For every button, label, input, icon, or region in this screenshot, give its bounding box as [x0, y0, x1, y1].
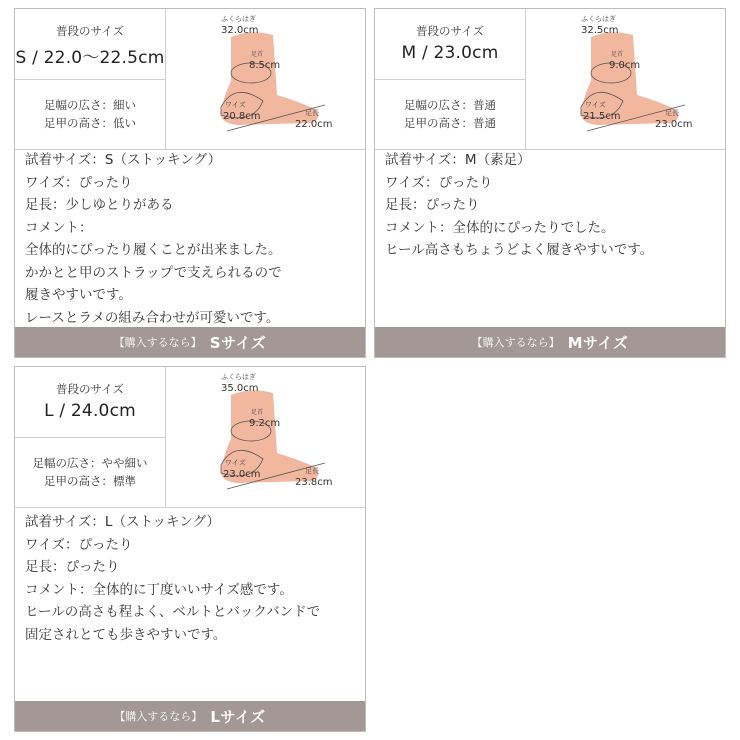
comment-line: 試着サイズ：M（素足） [385, 152, 531, 168]
comment-line: コメント：全体的にぴったりでした。 [385, 219, 615, 236]
size-card-m [374, 8, 726, 358]
foot-illustration [525, 9, 725, 149]
card-header [15, 367, 365, 508]
comment-line: 足長：ぴったり [25, 559, 120, 575]
foot-diagram [165, 367, 365, 507]
comment-line: コメント：全体的に丁度いいサイズ感です。 [25, 581, 293, 598]
usual-size-value: M / 23.0cm [401, 43, 499, 63]
fit-info [15, 437, 165, 507]
calf-value: 32.0cm [221, 25, 259, 36]
length-label: 足長 [305, 467, 319, 475]
instep-height-label: 足甲の高さ：低い [44, 116, 136, 130]
buy-s-size-button[interactable] [15, 327, 365, 357]
usual-size-value: L / 24.0cm [44, 401, 136, 421]
ankle-label: 足首 [251, 51, 264, 58]
buy-m-size-button[interactable] [375, 327, 725, 357]
comment-line: 足長：少しゆとりがある [25, 197, 174, 213]
wise-label: ワイズ [225, 101, 246, 109]
ankle-value: 9.2cm [249, 418, 281, 429]
usual-size-value: S / 22.0〜22.5cm [15, 48, 165, 68]
comment-line: 試着サイズ：L（ストッキング） [25, 514, 221, 530]
ankle-label: 足首 [611, 51, 624, 58]
ankle-value: 8.5cm [249, 60, 281, 71]
comment-line: コメント： [25, 219, 93, 236]
usual-size-box [15, 9, 165, 80]
size-card-l [14, 366, 366, 732]
comment-line: レースとラメの組み合わせが可愛いです。 [25, 309, 280, 326]
length-label: 足長 [305, 109, 319, 117]
foot-illustration [165, 9, 365, 149]
buy-l-size-button[interactable] [15, 701, 365, 731]
foot-illustration [165, 367, 365, 507]
card-header [15, 9, 365, 150]
usual-size-box [15, 367, 165, 438]
ankle-label: 足首 [251, 409, 264, 416]
usual-size-box [375, 9, 525, 80]
comment-block [385, 149, 653, 262]
instep-height-label: 足甲の高さ：普通 [404, 116, 496, 130]
comment-line: 足長：ぴったり [385, 197, 480, 213]
wise-value: 23.0cm [223, 469, 261, 480]
ankle-value: 9.0cm [609, 60, 641, 71]
length-value: 23.0cm [655, 119, 693, 130]
buy-size-label: Lサイズ [210, 707, 266, 726]
wise-label: ワイズ [585, 101, 606, 109]
length-value: 23.8cm [295, 477, 333, 488]
length-label: 足長 [665, 109, 679, 117]
comment-line: 固定されとても歩きやすいです。 [25, 626, 227, 643]
size-info [375, 9, 526, 149]
fit-info [375, 79, 525, 149]
comment-line: ワイズ：ぴったり [385, 174, 493, 191]
buy-size-label: Mサイズ [567, 333, 629, 352]
buy-prefix: 【購入するなら】 [114, 710, 203, 723]
wise-value: 20.8cm [223, 111, 261, 122]
wise-value: 21.5cm [583, 111, 621, 122]
foot-width-label: 足幅の広さ：やや細い [32, 456, 148, 470]
calf-value: 32.5cm [581, 25, 619, 36]
foot-diagram [525, 9, 725, 149]
comment-line: 試着サイズ：S（ストッキング） [25, 152, 222, 168]
size-info [15, 9, 166, 149]
card-header [375, 9, 725, 150]
comment-line: ワイズ：ぴったり [25, 174, 133, 191]
buy-prefix: 【購入するなら】 [113, 336, 202, 349]
comment-line: ヒール高さもちょうどよく履きやすいです。 [385, 242, 654, 258]
size-card-s [14, 8, 366, 358]
instep-height-label: 足甲の高さ：標準 [44, 474, 136, 488]
buy-size-label: Sサイズ [209, 333, 267, 352]
calf-label: ふくらはぎ [581, 15, 616, 23]
calf-value: 35.0cm [221, 383, 259, 394]
calf-label: ふくらはぎ [221, 373, 256, 381]
usual-size-label: 普段のサイズ [415, 24, 485, 38]
fit-info [15, 79, 165, 149]
comment-line: ヒールの高さも程よく、ベルトとバックバンドで [25, 604, 321, 620]
length-value: 22.0cm [295, 119, 333, 130]
comment-block [25, 511, 320, 646]
foot-width-label: 足幅の広さ：細い [44, 98, 136, 112]
comment-line: ワイズ：ぴったり [25, 536, 133, 553]
comment-block [25, 149, 282, 329]
buy-prefix: 【購入するなら】 [471, 336, 560, 349]
usual-size-label: 普段のサイズ [55, 24, 125, 38]
foot-diagram [165, 9, 365, 149]
comment-line: 履きやすいです。 [25, 287, 132, 303]
comment-line: 全体的にぴったり履くことが出来ました。 [25, 242, 282, 258]
usual-size-label: 普段のサイズ [55, 382, 125, 396]
size-info [15, 367, 166, 507]
foot-width-label: 足幅の広さ：普通 [404, 98, 496, 112]
wise-label: ワイズ [225, 459, 246, 467]
calf-label: ふくらはぎ [221, 15, 256, 23]
comment-line: かかとと甲のストラップで支えられるので [25, 264, 282, 281]
